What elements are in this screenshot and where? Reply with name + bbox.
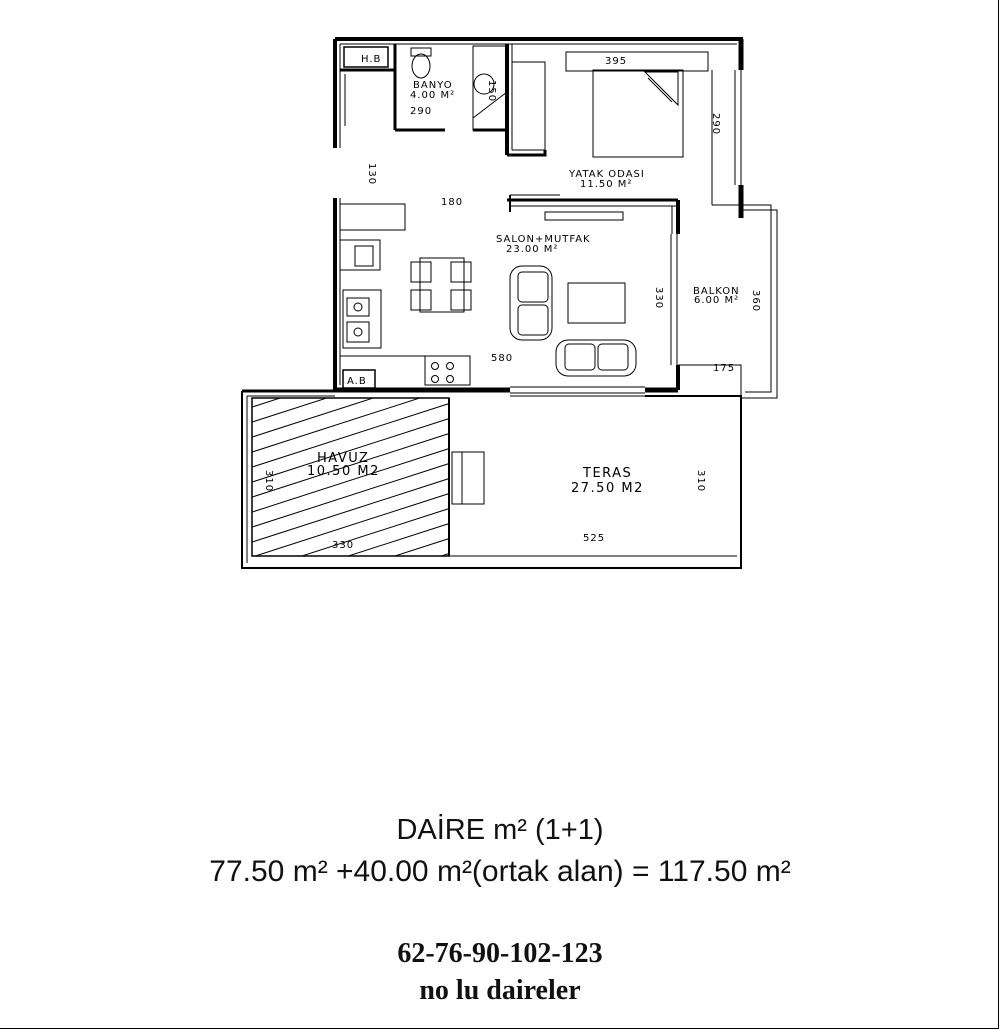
dim-310-left: 310 (263, 470, 274, 493)
area-summary: 77.50 m² +40.00 m²(ortak alan) = 117.50 m² (209, 855, 791, 888)
ab-label: A.B (347, 376, 367, 387)
dim-580: 580 (491, 353, 514, 364)
dim-330: 330 (653, 287, 664, 310)
interior-walls (340, 44, 735, 390)
banyo-area: 4.00 M² (410, 90, 456, 101)
apartment-numbers: 62-76-90-102-123 (397, 938, 603, 969)
dim-525: 525 (583, 533, 606, 544)
dining-set (411, 258, 471, 312)
apartment-numbers-note: no lu daireler (419, 975, 581, 1006)
dim-290-bath: 290 (410, 106, 433, 117)
dim-395: 395 (605, 56, 628, 67)
dim-330-pool: 330 (332, 540, 355, 551)
yatak-label: YATAK ODASI (569, 169, 645, 180)
dim-130: 130 (366, 163, 377, 186)
pool-hatching (150, 340, 460, 620)
dim-360: 360 (750, 290, 761, 313)
balkon-label: BALKON (693, 286, 740, 297)
dim-290-right: 290 (710, 113, 721, 136)
havuz-label: HAVUZ (317, 451, 370, 466)
apartment-type-title: DAİRE m² (1+1) (396, 814, 604, 846)
teras-area: 27.50 M2 (571, 481, 644, 496)
living-room-furniture (510, 266, 636, 376)
balkon-area: 6.00 M² (694, 295, 740, 306)
terrace-walls (242, 391, 741, 568)
dim-310-right: 310 (695, 470, 706, 493)
salon-label: SALON+MUTFAK (496, 234, 591, 245)
room-labels (307, 54, 740, 496)
dim-150: 150 (486, 80, 497, 103)
teras-label: TERAS (583, 466, 633, 481)
havuz-area: 10.50 M2 (307, 464, 380, 479)
hb-label: H.B (361, 54, 382, 65)
banyo-label: BANYO (413, 80, 453, 91)
dim-180: 180 (441, 197, 464, 208)
bed (566, 52, 708, 157)
salon-area: 23.00 M² (506, 244, 559, 255)
dim-175: 175 (713, 363, 736, 374)
yatak-area: 11.50 M² (580, 179, 633, 190)
